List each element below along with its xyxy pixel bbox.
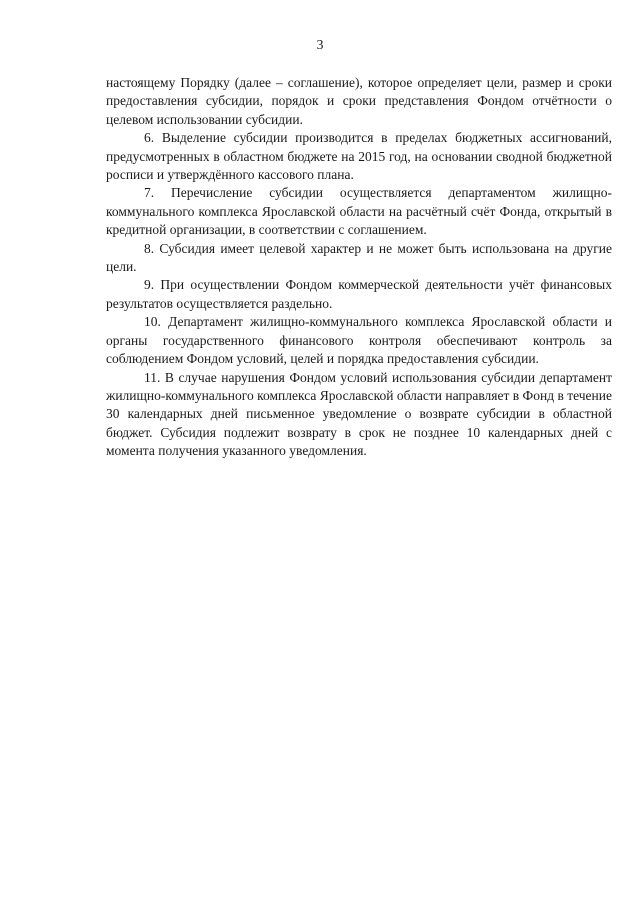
- paragraph-continuation: настоящему Порядку (далее – соглашение), которое определяет цели, размер и сроки предоставления субсидии, порядок и сроки представления Фондом отчётности о целевом использовании субсидии.: [106, 75, 612, 127]
- paragraph-item-8: 8. Субсидия имеет целевой характер и не может быть использована на другие цели.: [106, 240, 612, 275]
- page-number: 3: [316, 38, 324, 53]
- paragraph-item-11: 11. В случае нарушения Фондом условий использования субсидии департамент жилищно-коммунального комплекса Ярославской области направляет в Фонд в течение 30 календарных дней письменное уведомление о возврате субсидии в областной бюджет. Субсидия подлежит возврату в срок не позднее 10 календарных дней с момента получения указанного уведомления.: [106, 369, 612, 459]
- paragraph-item-10: 10. Департамент жилищно-коммунального комплекса Ярославской области и органы государственного финансового контроля обеспечивают контроль за соблюдением Фондом условий, целей и порядка предоставления субсидии.: [106, 314, 612, 367]
- document-body: [106, 74, 612, 461]
- paragraph-item-9: 9. При осуществлении Фондом коммерческой деятельности учёт финансовых результатов осуществляется раздельно.: [106, 277, 612, 311]
- paragraph-item-6: 6. Выделение субсидии производится в пределах бюджетных ассигнований, предусмотренных в областном бюджете на 2015 год, на основании сводной бюджетной росписи и утверждённого кассового плана.: [106, 130, 612, 183]
- paragraph-item-7: 7. Перечисление субсидии осуществляется департаментом жилищно-коммунального комплекса Ярославской области на расчётный счёт Фонда, открытый в кредитной организации, в соответствии с соглашением.: [106, 185, 612, 238]
